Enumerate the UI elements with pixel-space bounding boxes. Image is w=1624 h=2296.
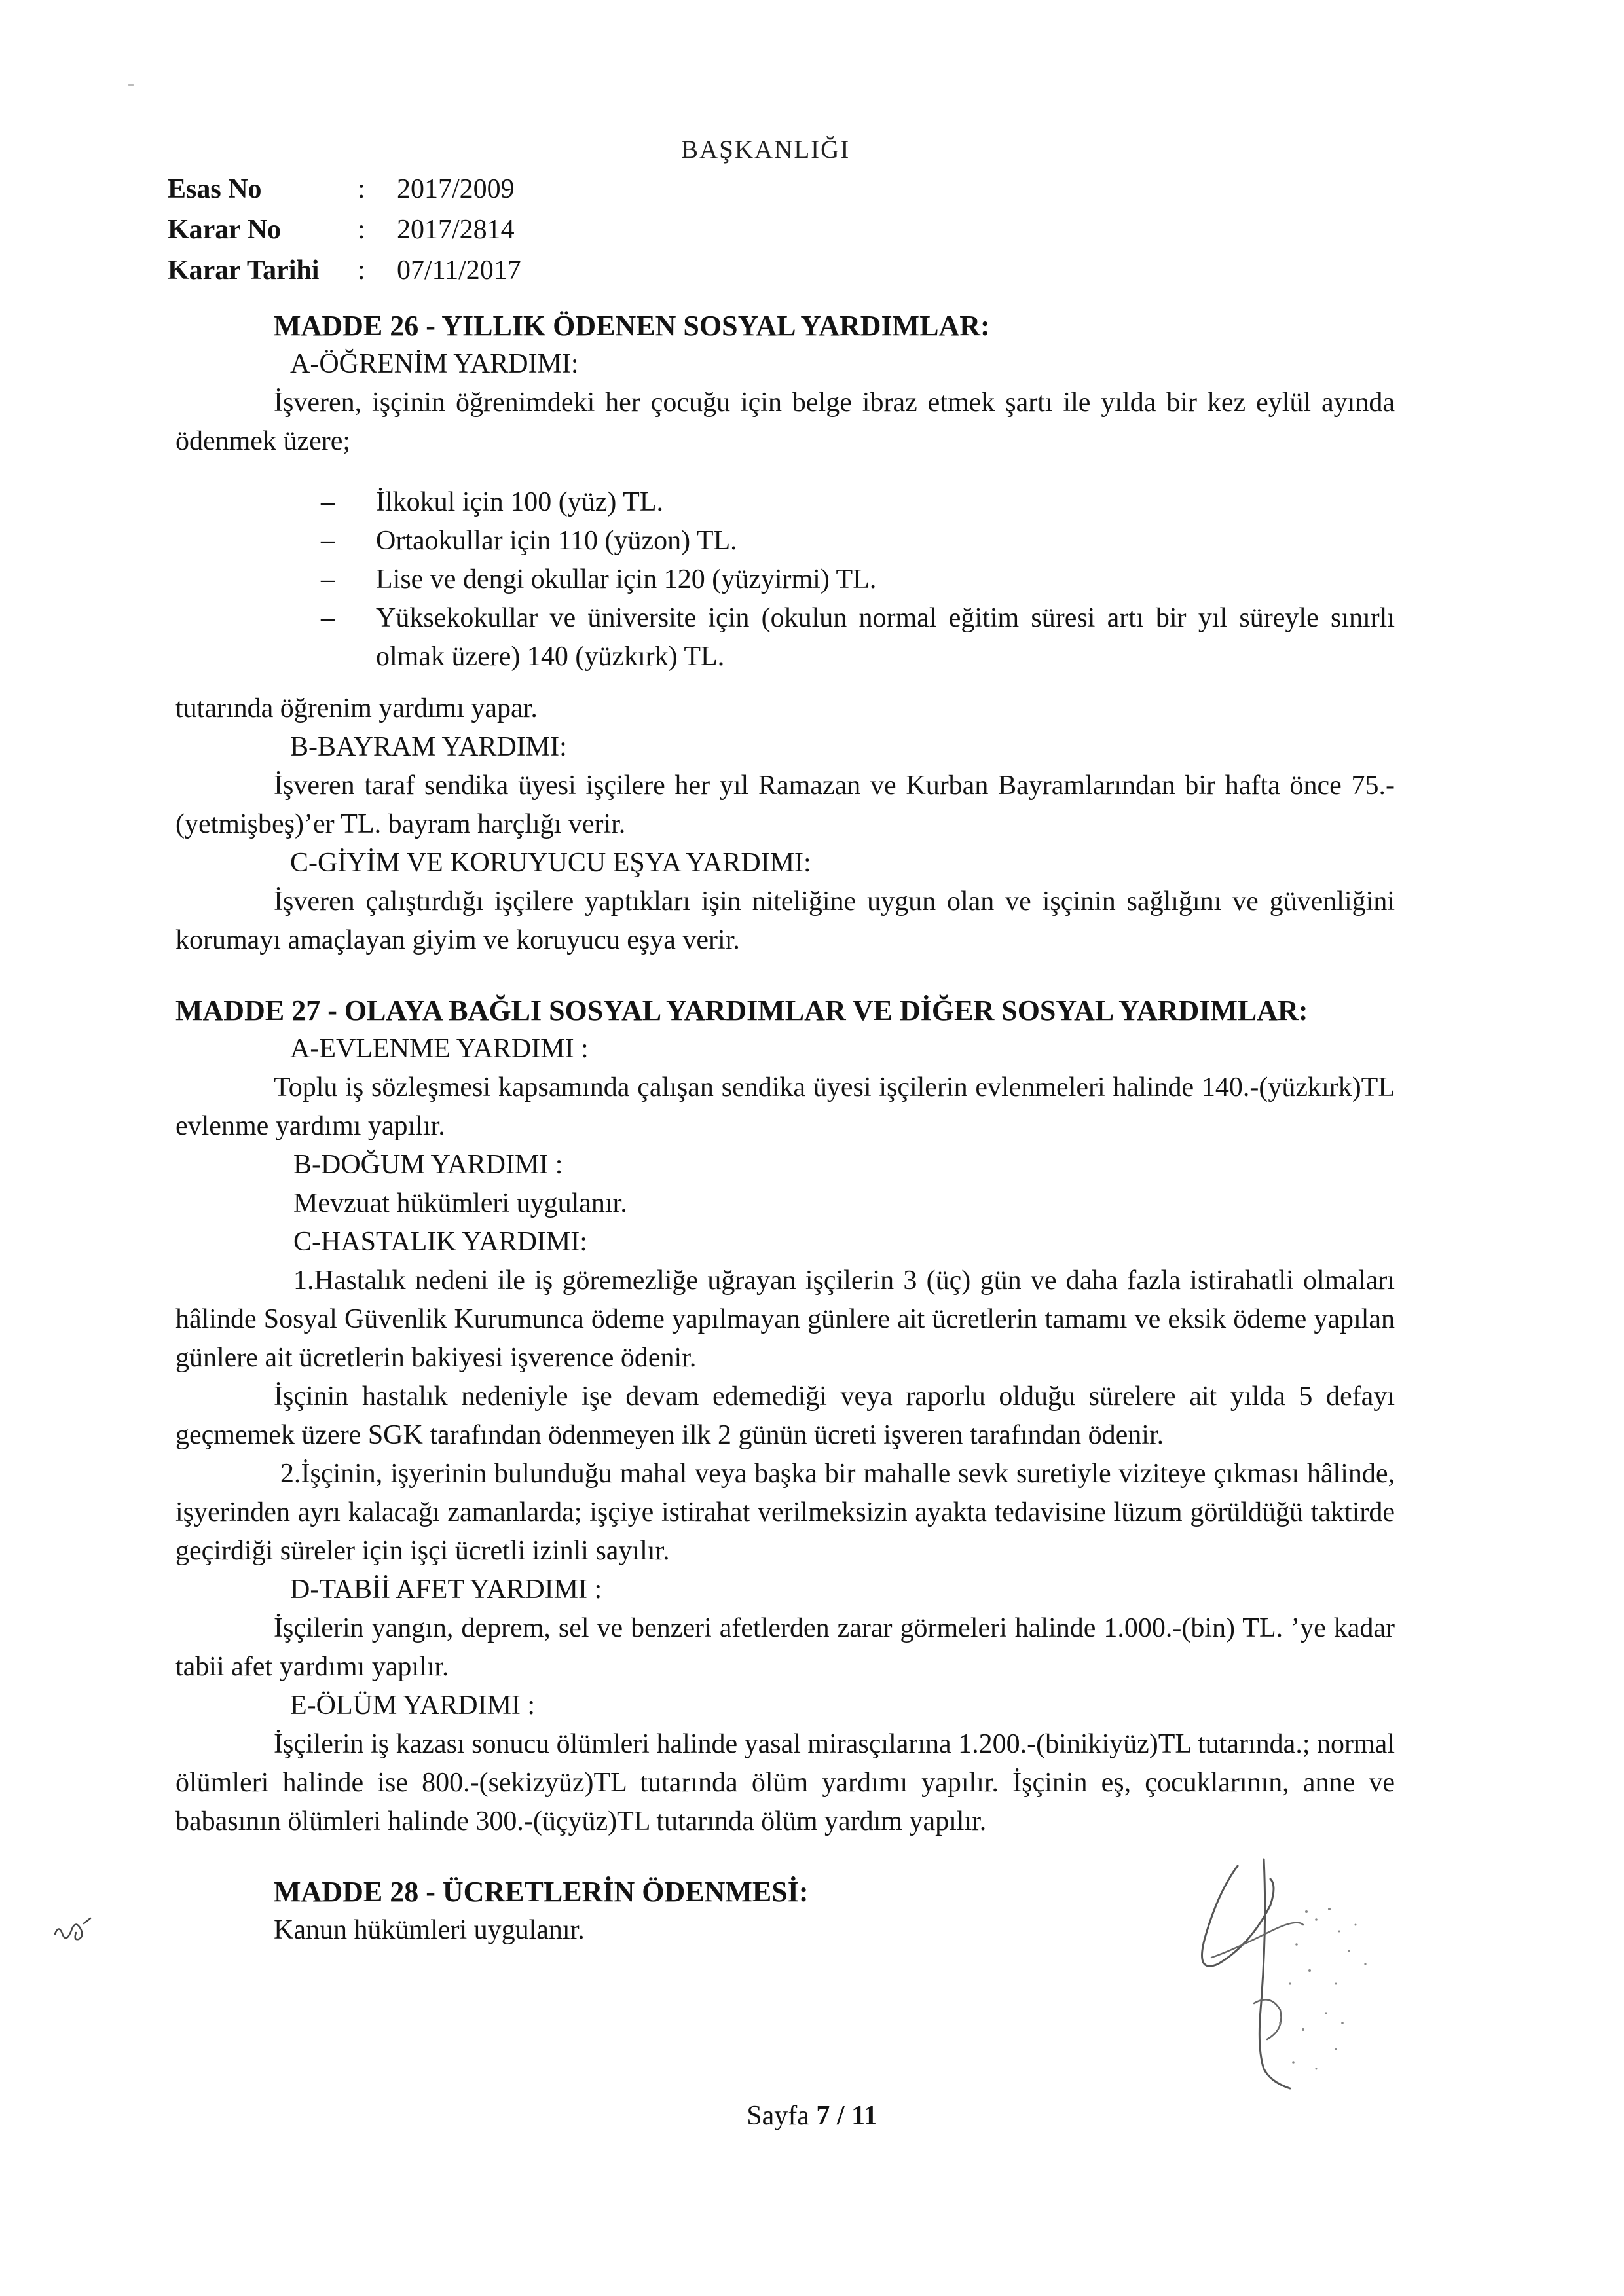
meta-separator: :	[358, 255, 365, 285]
meta-value: 2017/2814	[397, 215, 515, 245]
list-item: – Ortaokullar için 110 (yüzon) TL.	[321, 522, 1395, 560]
madde-26-a-heading: A-ÖĞRENİM YARDIMI:	[290, 349, 579, 379]
madde-26-a-text: İşveren, işçinin öğrenimdeki her çocuğu için belge ibraz etmek şartı ile yılda bir kez eylül ayında ödenmek üzere;	[175, 388, 1395, 456]
list-item: – Lise ve dengi okullar için 120 (yüzyirmi) TL.	[321, 560, 1395, 599]
page-current: 7	[816, 2101, 830, 2131]
madde-27-d-text: İşçilerin yangın, deprem, sel ve benzeri afetlerden zarar görmeleri halinde 1.000.-(bin) TL. ’ye kadar tabii afet yardımı yapılır.	[175, 1613, 1395, 1682]
madde-27-c-text-1: 1.Hastalık nedeni ile iş göremezliğe uğrayan işçilerin 3 (üç) gün ve daha fazla istirahatli olmaları hâlinde Sosyal Güvenlik Kurumunca ödeme yapılmayan günlere ait ücretlerin tamamı ve eksik ödeme yapılan günlere ait ücretlerin bakiyesi işverence ödenir.	[175, 1266, 1395, 1373]
madde-27-heading: MADDE 27 - OLAYA BAĞLI SOSYAL YARDIMLAR VE DİĞER SOSYAL YARDIMLAR:	[175, 994, 1308, 1027]
madde-27-a-text: Toplu iş sözleşmesi kapsamında çalışan sendika üyesi işçilerin evlenmeleri halinde 140.-(yüzkırk)TL evlenme yardımı yapılır.	[175, 1072, 1395, 1141]
list-item: – İlkokul için 100 (yüz) TL.	[321, 483, 1395, 522]
madde-26-b-heading: B-BAYRAM YARDIMI:	[290, 732, 567, 762]
meta-row-esas-no	[168, 169, 521, 210]
handwritten-page-mark-icon	[50, 1914, 96, 1947]
meta-label: Karar Tarihi	[168, 255, 320, 285]
madde-27-c-heading: C-HASTALIK YARDIMI:	[293, 1227, 587, 1257]
page-prefix: Sayfa	[747, 2101, 809, 2131]
madde-27-b-text: Mevzuat hükümleri uygulanır.	[293, 1188, 627, 1218]
madde-26-c-heading: C-GİYİM VE KORUYUCU EŞYA YARDIMI:	[290, 848, 811, 878]
meta-label: Karar No	[168, 215, 282, 245]
madde-26-a-after: tutarında öğrenim yardımı yapar.	[175, 693, 538, 723]
madde-27-e-text: İşçilerin iş kazası sonucu ölümleri halinde yasal mirasçılarına 1.200.-(binikiyüz)TL tutarında.; normal ölümleri halinde ise 800.-(sekizyüz)TL tutarında ölüm yardımı yapılır. İşçinin eş, çocuklarının, anne ve babasının ölümleri halinde 300.-(üçyüz)TL tutarında ölüm yardım yapılır.	[175, 1729, 1395, 1836]
meta-separator: :	[358, 215, 365, 245]
meta-row-karar-no	[168, 210, 521, 250]
document-body	[175, 306, 1395, 1950]
signature-icon	[1139, 1853, 1434, 2115]
madde-27-e-heading: E-ÖLÜM YARDIMI :	[290, 1690, 536, 1721]
madde-27-d-heading: D-TABİİ AFET YARDIMI :	[290, 1575, 602, 1605]
madde-28-heading: MADDE 28 - ÜCRETLERİN ÖDENMESİ:	[274, 1876, 809, 1908]
meta-value: 07/11/2017	[397, 255, 521, 285]
madde-27-a-heading: A-EVLENME YARDIMI :	[290, 1034, 589, 1064]
office-stamp-text: BAŞKANLIĞI	[681, 136, 851, 164]
meta-label: Esas No	[168, 174, 262, 204]
madde-26-c-text: İşveren çalıştırdığı işçilere yaptıkları işin niteliğine uygun olan ve işçinin sağlığını ve güvenliğini korumayı amaçlayan giyim ve koruyucu eşya verir.	[175, 886, 1395, 955]
case-metadata	[168, 169, 521, 291]
education-aid-list	[175, 483, 1395, 676]
meta-row-karar-tarihi	[168, 250, 521, 291]
madde-28-text: Kanun hükümleri uygulanır.	[274, 1915, 585, 1945]
meta-separator: :	[358, 174, 365, 204]
madde-27-b-heading: B-DOĞUM YARDIMI :	[293, 1150, 563, 1180]
madde-27-c-text-2: İşçinin hastalık nedeniyle işe devam edemediği veya raporlu olduğu sürelere ait yılda 5 defayı geçmemek üzere SGK tarafından ödenmeyen ilk 2 günün ücreti işveren tarafından ödenir.	[175, 1381, 1395, 1450]
madde-26-b-text: İşveren taraf sendika üyesi işçilere her yıl Ramazan ve Kurban Bayramlarından bir hafta önce 75.-(yetmişbeş)’er TL. bayram harçlığı verir.	[175, 771, 1395, 839]
madde-27-c-text-3: 2.İşçinin, işyerinin bulunduğu mahal veya başka bir mahalle sevk suretiyle viziteye çıkması hâlinde, işyerinden ayrı kalacağı zamanlarda; işçiye istirahat verilmeksizin ayakta tedavisine lüzum görüldüğü taktirde geçirdiği süreler için işçi ücretli izinli sayılır.	[175, 1459, 1395, 1566]
page-slash: /	[836, 2101, 845, 2131]
meta-value: 2017/2009	[397, 174, 515, 204]
madde-26-heading: MADDE 26 - YILLIK ÖDENEN SOSYAL YARDIMLAR:	[274, 310, 990, 342]
page-total: 11	[851, 2101, 877, 2131]
scan-speck	[128, 84, 134, 86]
list-item: – Yüksekokullar ve üniversite için (okulun normal eğitim süresi artı bir yıl süreyle sınırlı olmak üzere) 140 (yüzkırk) TL.	[321, 599, 1395, 676]
